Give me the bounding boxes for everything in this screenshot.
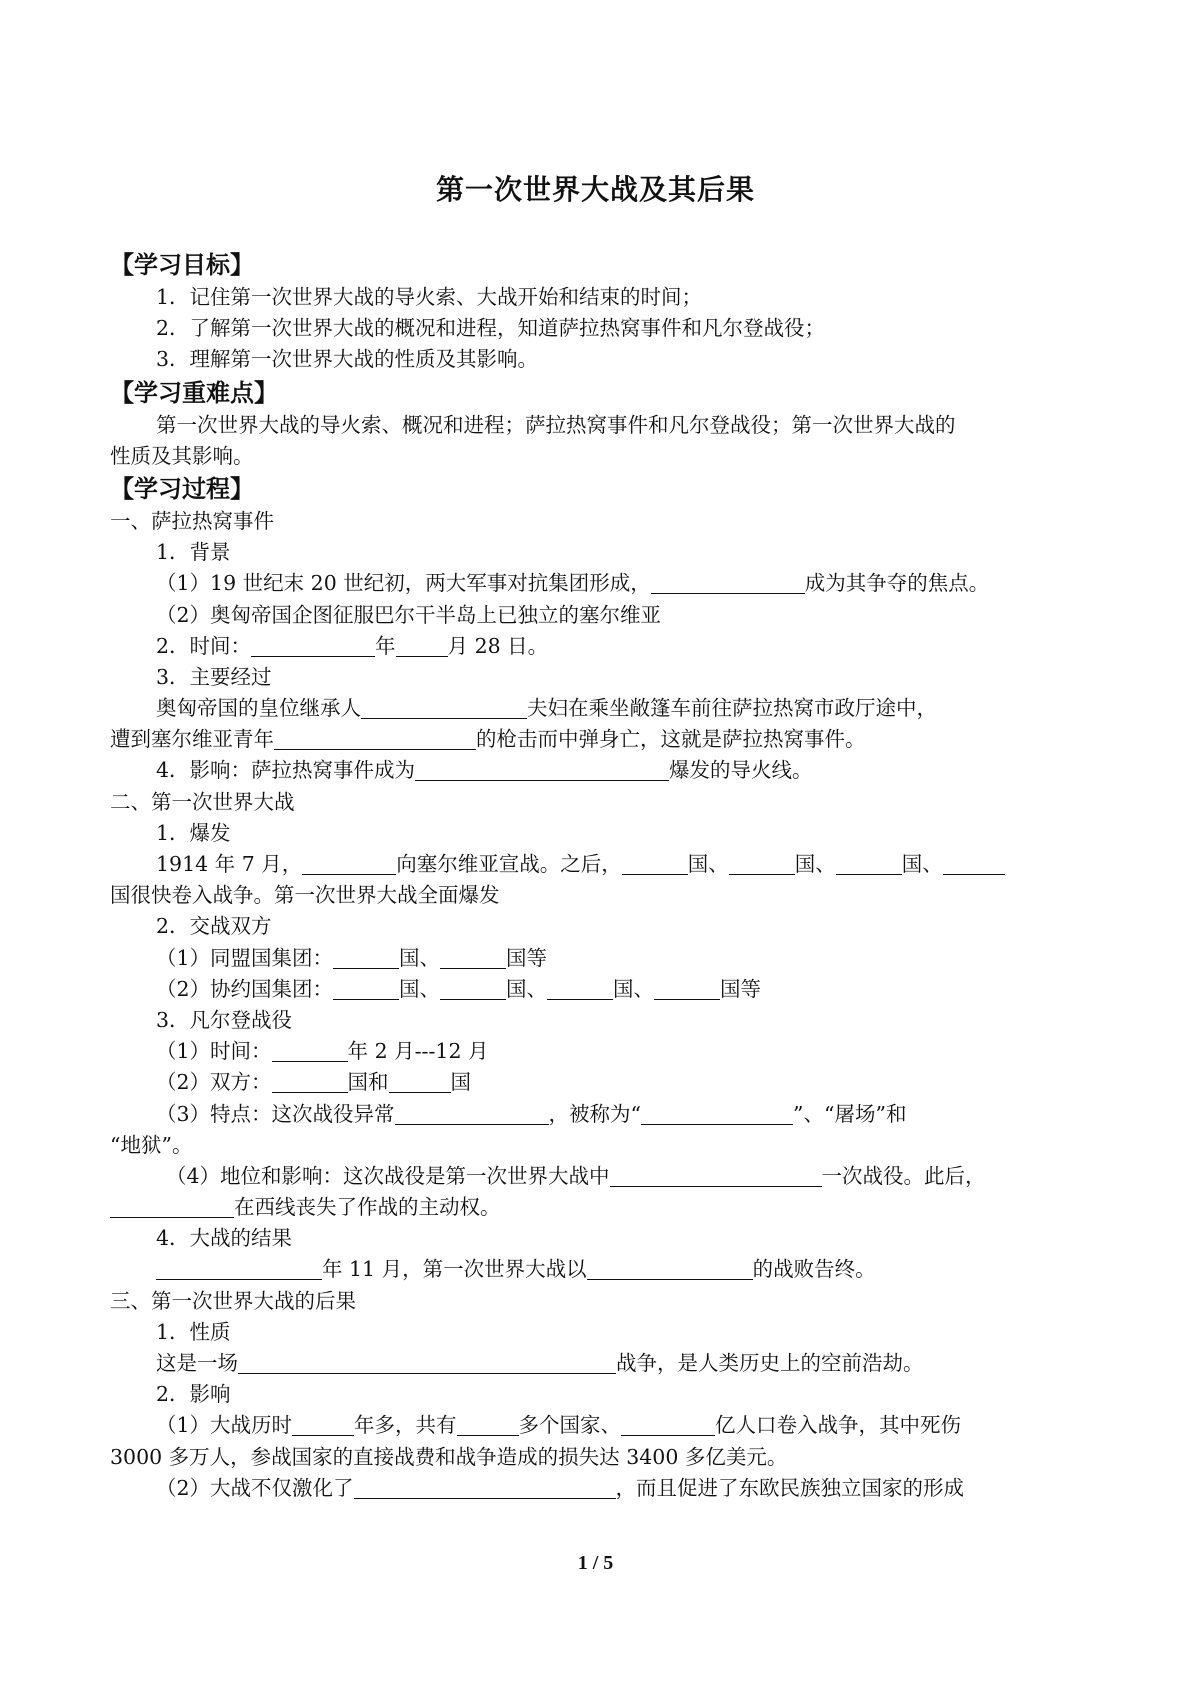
answer-blank[interactable] [943, 854, 1005, 875]
fill-line: （2）双方： 国和 国 [156, 1070, 472, 1095]
section-title: 二、第一次世界大战 [110, 789, 295, 814]
fill-line: 年 11 月，第一次世界大战以 的战败告终。 [110, 1254, 1090, 1285]
process-heading: 【学习过程】 [110, 474, 254, 503]
fill-line: 遭到塞尔维亚青年 的枪击而中弹身亡，这就是萨拉热窝事件。 [110, 727, 866, 752]
text-line: 3000 多万人，参战国家的直接战费和战争造成的损失达 3400 多亿美元。 [110, 1444, 788, 1469]
fill-line: 这是一场 战争，是人类历史上的空前浩劫。 [156, 1351, 924, 1375]
answer-blank[interactable] [641, 1104, 793, 1125]
answer-blank[interactable] [729, 854, 795, 875]
fill-line: 1914 年 7 月， 向塞尔维亚宣战。之后， 国、 国、 国、 [110, 849, 1090, 880]
text-line: 国很快卷入战争。第一次世界大战全面爆发 [110, 883, 500, 908]
document-body [110, 248, 1090, 1504]
answer-blank[interactable] [457, 1415, 519, 1436]
keypoints-text-line: 第一次世界大战的导火索、概况和进程；萨拉热窝事件和凡尔登战役；第一次世界大战的 [156, 412, 956, 437]
goals-heading: 【学习目标】 [110, 251, 254, 279]
fill-line: （3）特点：这次战役异常 ，被称为“ ”、“屠场”和 [156, 1101, 907, 1126]
section-title: 三、第一次世界大战的后果 [110, 1288, 356, 1313]
text-line: “地狱”。 [110, 1132, 193, 1157]
goal-item: 2．了解第一次世界大战的概况和进程，知道萨拉热窝事件和凡尔登战役； [156, 316, 826, 341]
answer-blank[interactable] [654, 979, 720, 1000]
answer-blank[interactable] [547, 979, 613, 1000]
page-title: 第一次世界大战及其后果 [435, 173, 755, 206]
answer-blank[interactable] [354, 1478, 616, 1499]
answer-blank[interactable] [836, 854, 902, 875]
fill-line: 4．影响：萨拉热窝事件成为 爆发的导火线。 [156, 758, 813, 783]
answer-blank[interactable] [622, 854, 688, 875]
answer-blank[interactable] [651, 573, 805, 594]
answer-blank[interactable] [610, 1166, 822, 1187]
text-line: （2）奥匈帝国企图征服巴尔干半岛上已独立的塞尔维亚 [156, 602, 662, 627]
answer-blank[interactable] [302, 854, 396, 875]
answer-blank[interactable] [389, 1072, 451, 1093]
answer-blank[interactable] [587, 1259, 753, 1280]
page-number: 1 / 5 [577, 1552, 614, 1574]
answer-blank[interactable] [333, 979, 399, 1000]
subsection-title: 3．凡尔登战役 [156, 1007, 293, 1032]
goal-item: 3．理解第一次世界大战的性质及其影响。 [156, 347, 539, 372]
keypoints-heading: 【学习重难点】 [110, 378, 278, 407]
answer-blank[interactable] [440, 979, 506, 1000]
answer-blank[interactable] [110, 1197, 234, 1218]
fill-line: 2．时间： 年 月 28 日。 [156, 633, 549, 658]
subsection-title: 3．主要经过 [156, 664, 272, 689]
fill-line: （1）时间： 年 2 月---12 月 [156, 1039, 489, 1064]
fill-line: （1）19 世纪末 20 世纪初，两大军事对抗集团形成， 成为其争夺的焦点。 [156, 571, 990, 596]
fill-line: （1）同盟国集团： 国、 国等 [156, 945, 548, 970]
answer-blank[interactable] [621, 1415, 715, 1436]
fill-line: （2）大战不仅激化了 ，而且促进了东欧民族独立国家的形成 [156, 1475, 965, 1500]
subsection-title: 1．性质 [156, 1319, 231, 1344]
section-title: 一、萨拉热窝事件 [110, 508, 274, 533]
answer-blank[interactable] [251, 636, 375, 657]
answer-blank[interactable] [272, 1041, 348, 1062]
answer-blank[interactable] [272, 1072, 348, 1093]
answer-blank[interactable] [274, 729, 476, 750]
goal-item: 1．记住第一次世界大战的导火索、大战开始和结束的时间； [156, 285, 703, 309]
answer-blank[interactable] [395, 1104, 549, 1125]
answer-blank[interactable] [415, 760, 669, 781]
fill-line: （1）大战历时 年多，共有 多个国家、 亿人口卷入战争，其中死伤 [156, 1413, 962, 1438]
fill-line: （4）地位和影响：这次战役是第一次世界大战中 一次战役。此后， [166, 1163, 986, 1188]
fill-line: 奥匈帝国的皇位继承人 夫妇在乘坐敞篷车前往萨拉热窝市政厅途中， [156, 696, 937, 721]
subsection-title: 1．背景 [156, 540, 231, 565]
keypoints-text-line: 性质及其影响。 [110, 443, 254, 468]
answer-blank[interactable] [396, 636, 448, 657]
answer-blank[interactable] [440, 948, 506, 969]
answer-blank[interactable] [238, 1353, 616, 1374]
subsection-title: 4．大战的结果 [156, 1226, 293, 1251]
answer-blank[interactable] [292, 1415, 354, 1436]
answer-blank[interactable] [333, 948, 399, 969]
fill-line: 在西线丧失了作战的主动权。 [110, 1192, 1090, 1223]
subsection-title: 2．交战双方 [156, 914, 272, 939]
subsection-title: 1．爆发 [156, 820, 231, 845]
answer-blank[interactable] [156, 1259, 322, 1280]
subsection-title: 2．影响 [156, 1382, 231, 1407]
answer-blank[interactable] [361, 698, 527, 719]
fill-line: （2）协约国集团： 国、 国、 国、 国等 [156, 976, 762, 1001]
